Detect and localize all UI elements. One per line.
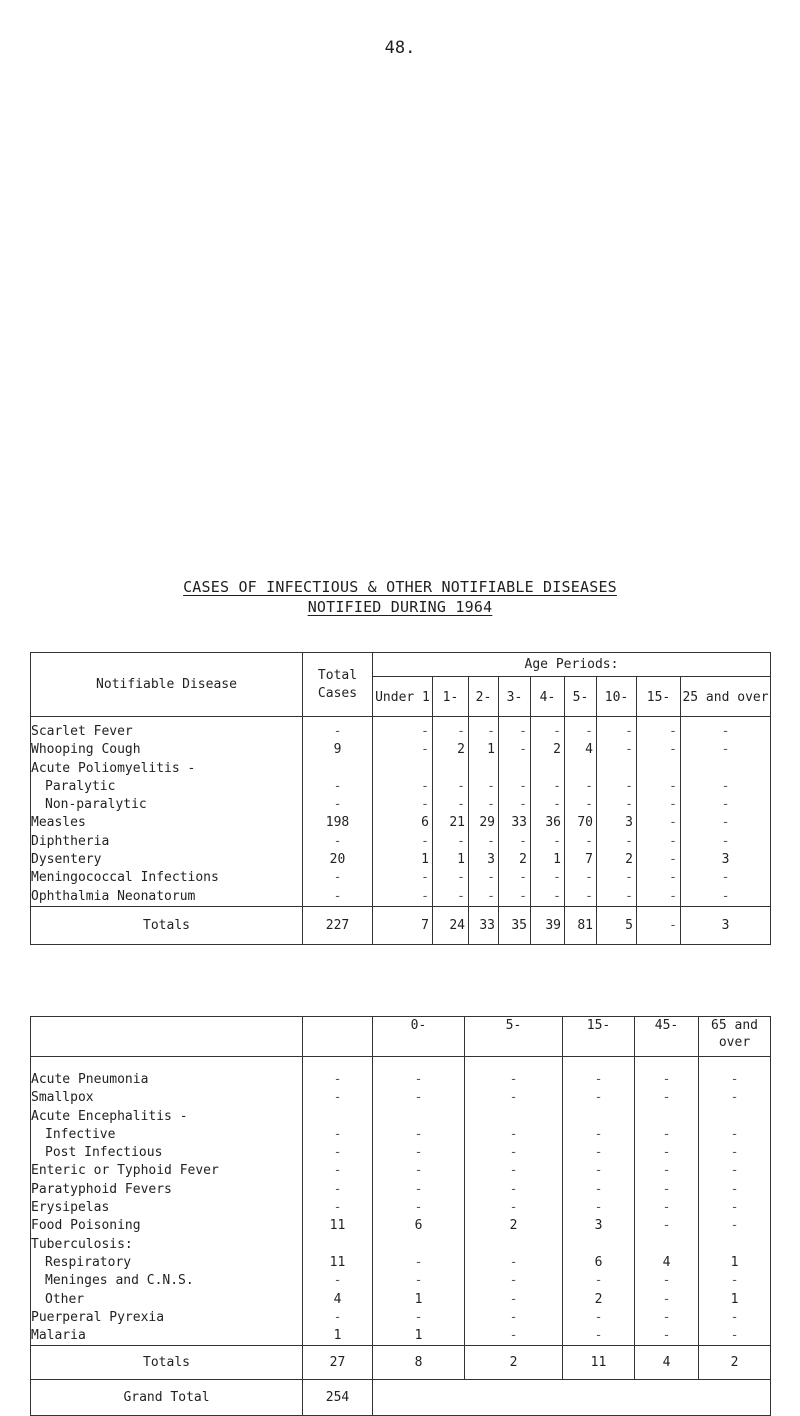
age-cell <box>373 1236 465 1254</box>
age-cell: 70 <box>565 814 597 832</box>
total-cell: - <box>303 796 373 814</box>
total-cell: - <box>303 778 373 796</box>
disease-label: Food Poisoning <box>31 1217 303 1235</box>
disease-label: Acute Encephalitis - <box>31 1108 303 1126</box>
totals-cell: 24 <box>433 906 469 944</box>
disease-label: Enteric or Typhoid Fever <box>31 1162 303 1180</box>
total-cell: 1 <box>303 1327 373 1346</box>
age-cell: 2 <box>531 741 565 759</box>
age-cell: - <box>681 741 771 759</box>
age-cell: - <box>699 1162 771 1180</box>
age-cell: - <box>637 741 681 759</box>
age-cell: - <box>373 1272 465 1290</box>
age-cell: - <box>469 796 499 814</box>
age-col-header: 0- <box>373 1017 465 1057</box>
age-cell <box>681 760 771 778</box>
disease-label: Acute Pneumonia <box>31 1057 303 1090</box>
table-row <box>31 1291 771 1309</box>
total-cell: - <box>303 1272 373 1290</box>
table-row <box>31 1144 771 1162</box>
age-col-header: 15- <box>637 677 681 717</box>
age-cell: - <box>469 717 499 742</box>
totals-total: 27 <box>303 1346 373 1380</box>
table-row <box>31 851 771 869</box>
table-row <box>31 1162 771 1180</box>
total-cell: - <box>303 717 373 742</box>
age-cell: - <box>499 717 531 742</box>
header-total-cases <box>303 653 373 717</box>
document-title <box>0 578 800 596</box>
blank-header <box>31 1017 303 1057</box>
age-cell: - <box>635 1057 699 1090</box>
total-cell: - <box>303 1089 373 1107</box>
disease-label: Meninges and C.N.S. <box>31 1272 303 1290</box>
age-cell <box>563 1108 635 1126</box>
age-cell: 2 <box>465 1217 563 1235</box>
age-cell: 36 <box>531 814 565 832</box>
grand-total-value: 254 <box>303 1380 373 1416</box>
age-cell: - <box>465 1272 563 1290</box>
total-cell: - <box>303 1199 373 1217</box>
header-notifiable-disease: Notifiable Disease <box>31 653 303 717</box>
table-row <box>31 1057 771 1090</box>
total-cell: - <box>303 888 373 907</box>
age-cell: - <box>373 1089 465 1107</box>
age-cell: - <box>681 869 771 887</box>
grand-total-label: Grand Total <box>31 1380 303 1416</box>
age-cell: - <box>373 833 433 851</box>
grand-total-blank <box>373 1380 771 1416</box>
other-diseases-table <box>30 1016 771 1416</box>
table-row <box>31 796 771 814</box>
age-cell: - <box>563 1144 635 1162</box>
disease-label: Infective <box>31 1126 303 1144</box>
document-title-line2: NOTIFIED DURING 1964 <box>307 598 493 616</box>
age-cell: - <box>637 851 681 869</box>
age-cell: - <box>469 869 499 887</box>
age-cell: 7 <box>565 851 597 869</box>
age-col-header: 65 and over <box>699 1017 771 1057</box>
total-cell: - <box>303 1162 373 1180</box>
disease-label: Respiratory <box>31 1254 303 1272</box>
age-cell: - <box>699 1144 771 1162</box>
header-age-periods: Age Periods: <box>373 653 771 677</box>
total-cell: - <box>303 1181 373 1199</box>
table-row <box>31 814 771 832</box>
disease-label: Paralytic <box>31 778 303 796</box>
page-number: 48. <box>384 38 416 58</box>
age-cell: 1 <box>469 741 499 759</box>
header-total-cases-text: Total Cases <box>317 667 358 701</box>
age-cell: - <box>465 1309 563 1327</box>
age-cell <box>699 1108 771 1126</box>
age-cell: - <box>597 888 637 907</box>
age-cell: - <box>373 778 433 796</box>
disease-label: Diphtheria <box>31 833 303 851</box>
age-cell <box>565 760 597 778</box>
age-cell: - <box>597 833 637 851</box>
table-row <box>31 1217 771 1235</box>
age-cell: - <box>597 741 637 759</box>
blank-header <box>303 1017 373 1057</box>
age-cell: - <box>681 833 771 851</box>
age-cell <box>499 760 531 778</box>
age-cell: - <box>637 869 681 887</box>
total-cell: 4 <box>303 1291 373 1309</box>
totals-cell: 39 <box>531 906 565 944</box>
age-cell: - <box>531 796 565 814</box>
age-cell: - <box>563 1057 635 1090</box>
age-cell: - <box>465 1291 563 1309</box>
age-cell: - <box>563 1272 635 1290</box>
age-cell: - <box>563 1309 635 1327</box>
age-cell: - <box>433 796 469 814</box>
age-cell: - <box>433 869 469 887</box>
age-cell: - <box>433 888 469 907</box>
age-cell: - <box>373 888 433 907</box>
disease-label: Post Infectious <box>31 1144 303 1162</box>
age-cell: 1 <box>699 1291 771 1309</box>
totals-cell: - <box>637 906 681 944</box>
age-cell: - <box>563 1126 635 1144</box>
age-cell: - <box>531 869 565 887</box>
age-cell: - <box>699 1089 771 1107</box>
age-cell: - <box>563 1327 635 1346</box>
age-cell: - <box>635 1126 699 1144</box>
disease-label: Paratyphoid Fevers <box>31 1181 303 1199</box>
age-cell <box>373 760 433 778</box>
age-cell: - <box>433 833 469 851</box>
age-cell: 2 <box>563 1291 635 1309</box>
table-row <box>31 778 771 796</box>
age-cell: - <box>565 888 597 907</box>
age-cell: - <box>499 796 531 814</box>
table-row <box>31 1108 771 1126</box>
age-cell: 3 <box>681 851 771 869</box>
age-cell: - <box>531 717 565 742</box>
total-cell: 20 <box>303 851 373 869</box>
age-col-header: 4- <box>531 677 565 717</box>
age-cell: - <box>563 1162 635 1180</box>
total-cell: - <box>303 1144 373 1162</box>
age-cell: - <box>531 833 565 851</box>
age-cell <box>465 1108 563 1126</box>
age-cell: - <box>699 1057 771 1090</box>
total-cell: - <box>303 869 373 887</box>
age-cell <box>597 760 637 778</box>
age-cell: - <box>465 1089 563 1107</box>
age-cell: - <box>563 1089 635 1107</box>
disease-label: Scarlet Fever <box>31 717 303 742</box>
age-cell: - <box>681 814 771 832</box>
total-cell: - <box>303 1057 373 1090</box>
age-cell: - <box>681 778 771 796</box>
age-cell: - <box>635 1327 699 1346</box>
age-cell: - <box>373 717 433 742</box>
age-cell: 2 <box>499 851 531 869</box>
age-cell: - <box>469 833 499 851</box>
age-cell: 1 <box>373 1291 465 1309</box>
age-cell <box>637 760 681 778</box>
age-cell: - <box>635 1217 699 1235</box>
age-cell <box>433 760 469 778</box>
disease-label: Ophthalmia Neonatorum <box>31 888 303 907</box>
table-row <box>31 888 771 907</box>
age-cell: - <box>699 1272 771 1290</box>
age-cell: - <box>635 1309 699 1327</box>
age-cell: - <box>469 888 499 907</box>
age-cell: 33 <box>499 814 531 832</box>
age-cell <box>531 760 565 778</box>
age-cell: - <box>499 869 531 887</box>
age-cell: - <box>373 796 433 814</box>
age-cell: 3 <box>563 1217 635 1235</box>
totals-cell: 2 <box>699 1346 771 1380</box>
total-cell: - <box>303 1309 373 1327</box>
age-cell: 6 <box>373 1217 465 1235</box>
age-cell: - <box>597 869 637 887</box>
table-row <box>31 1309 771 1327</box>
disease-label: Acute Poliomyelitis - <box>31 760 303 778</box>
age-col-header: 2- <box>469 677 499 717</box>
table-row <box>31 1254 771 1272</box>
age-cell: 4 <box>635 1254 699 1272</box>
age-cell: - <box>635 1181 699 1199</box>
age-cell: - <box>373 1181 465 1199</box>
age-cell: - <box>373 1144 465 1162</box>
age-cell: - <box>635 1272 699 1290</box>
totals-label: Totals <box>31 906 303 944</box>
age-cell: - <box>699 1217 771 1235</box>
total-cell <box>303 1236 373 1254</box>
total-cell: - <box>303 833 373 851</box>
age-cell: - <box>465 1057 563 1090</box>
age-cell: - <box>637 796 681 814</box>
age-cell: - <box>373 1254 465 1272</box>
age-cell: 1 <box>433 851 469 869</box>
age-cell: - <box>699 1181 771 1199</box>
age-cell: - <box>597 796 637 814</box>
age-cell <box>635 1108 699 1126</box>
age-cell: - <box>637 814 681 832</box>
age-cell: 1 <box>531 851 565 869</box>
age-cell: - <box>373 1126 465 1144</box>
age-cell: - <box>433 717 469 742</box>
disease-label: Erysipelas <box>31 1199 303 1217</box>
age-cell: - <box>699 1126 771 1144</box>
age-cell: - <box>699 1309 771 1327</box>
document-subtitle <box>0 598 800 616</box>
age-cell: - <box>681 796 771 814</box>
table-row <box>31 1126 771 1144</box>
age-col-header: 3- <box>499 677 531 717</box>
totals-cell: 3 <box>681 906 771 944</box>
totals-cell: 5 <box>597 906 637 944</box>
age-cell: - <box>373 1057 465 1090</box>
total-cell <box>303 1108 373 1126</box>
age-cell <box>465 1236 563 1254</box>
age-cell: - <box>465 1144 563 1162</box>
age-cell: - <box>637 888 681 907</box>
total-cell: 11 <box>303 1217 373 1235</box>
age-col-header: 5- <box>465 1017 563 1057</box>
disease-label: Puerperal Pyrexia <box>31 1309 303 1327</box>
total-cell: 11 <box>303 1254 373 1272</box>
table-row <box>31 1181 771 1199</box>
age-cell: - <box>563 1181 635 1199</box>
age-cell <box>469 760 499 778</box>
age-cell: - <box>465 1181 563 1199</box>
totals-cell: 4 <box>635 1346 699 1380</box>
age-cell: 29 <box>469 814 499 832</box>
totals-cell: 8 <box>373 1346 465 1380</box>
age-cell: - <box>499 833 531 851</box>
age-cell: - <box>499 888 531 907</box>
age-cell: 4 <box>565 741 597 759</box>
age-cell: 6 <box>373 814 433 832</box>
age-cell: - <box>635 1089 699 1107</box>
table-row <box>31 1199 771 1217</box>
disease-label: Malaria <box>31 1327 303 1346</box>
age-cell: - <box>565 833 597 851</box>
disease-label: Whooping Cough <box>31 741 303 759</box>
totals-cell: 81 <box>565 906 597 944</box>
age-cell: - <box>699 1199 771 1217</box>
age-cell: - <box>465 1254 563 1272</box>
age-cell: - <box>597 778 637 796</box>
age-cell: - <box>373 741 433 759</box>
age-cell: - <box>699 1327 771 1346</box>
age-cell: 3 <box>469 851 499 869</box>
disease-label: Other <box>31 1291 303 1309</box>
total-cell: 198 <box>303 814 373 832</box>
age-cell: 1 <box>373 851 433 869</box>
age-cell: 21 <box>433 814 469 832</box>
table-row <box>31 1327 771 1346</box>
table-row <box>31 833 771 851</box>
age-cell: - <box>635 1199 699 1217</box>
totals-cell: 11 <box>563 1346 635 1380</box>
age-cell: - <box>465 1327 563 1346</box>
age-cell: - <box>637 778 681 796</box>
total-cell: - <box>303 1126 373 1144</box>
document-title-line1: CASES OF INFECTIOUS & OTHER NOTIFIABLE DISEASES <box>183 578 617 596</box>
age-cell: - <box>433 778 469 796</box>
age-cell: - <box>531 888 565 907</box>
age-cell: - <box>565 796 597 814</box>
age-cell: 3 <box>597 814 637 832</box>
age-cell: - <box>637 833 681 851</box>
totals-cell: 35 <box>499 906 531 944</box>
totals-cell: 7 <box>373 906 433 944</box>
age-cell <box>373 1108 465 1126</box>
age-cell: 1 <box>373 1327 465 1346</box>
age-cell: - <box>635 1291 699 1309</box>
disease-label: Measles <box>31 814 303 832</box>
table-row <box>31 869 771 887</box>
age-cell: - <box>565 869 597 887</box>
totals-label: Totals <box>31 1346 303 1380</box>
total-cell <box>303 760 373 778</box>
age-col-header: 25 and over <box>681 677 771 717</box>
total-cell: 9 <box>303 741 373 759</box>
age-cell: - <box>565 717 597 742</box>
age-cell <box>635 1236 699 1254</box>
age-cell: - <box>635 1144 699 1162</box>
age-cell: - <box>681 888 771 907</box>
table-row <box>31 741 771 759</box>
table-row <box>31 760 771 778</box>
table-row <box>31 1236 771 1254</box>
age-col-header: 45- <box>635 1017 699 1057</box>
age-col-header: 5- <box>565 677 597 717</box>
disease-label: Tuberculosis: <box>31 1236 303 1254</box>
totals-total: 227 <box>303 906 373 944</box>
age-cell: - <box>373 1199 465 1217</box>
age-cell: - <box>635 1162 699 1180</box>
totals-cell: 2 <box>465 1346 563 1380</box>
age-cell: - <box>373 1162 465 1180</box>
age-cell: - <box>499 778 531 796</box>
age-cell: 2 <box>597 851 637 869</box>
age-cell: - <box>373 869 433 887</box>
notifiable-diseases-table <box>30 652 771 945</box>
disease-label: Non-paralytic <box>31 796 303 814</box>
table-row <box>31 717 771 742</box>
disease-label: Dysentery <box>31 851 303 869</box>
age-col-header: 10- <box>597 677 637 717</box>
age-cell: - <box>565 778 597 796</box>
age-cell: - <box>469 778 499 796</box>
age-cell: 1 <box>699 1254 771 1272</box>
age-cell: - <box>373 1309 465 1327</box>
totals-cell: 33 <box>469 906 499 944</box>
age-cell <box>563 1236 635 1254</box>
age-cell: - <box>465 1199 563 1217</box>
age-cell: 6 <box>563 1254 635 1272</box>
age-cell: - <box>563 1199 635 1217</box>
age-cell: - <box>499 741 531 759</box>
age-cell: - <box>637 717 681 742</box>
age-col-header: 1- <box>433 677 469 717</box>
age-cell: - <box>681 717 771 742</box>
age-cell <box>699 1236 771 1254</box>
disease-label: Smallpox <box>31 1089 303 1107</box>
age-col-header: Under 1 <box>373 677 433 717</box>
table-row <box>31 1272 771 1290</box>
table-row <box>31 1089 771 1107</box>
age-cell: - <box>465 1126 563 1144</box>
age-cell: 2 <box>433 741 469 759</box>
age-cell: - <box>597 717 637 742</box>
age-cell: - <box>531 778 565 796</box>
age-col-header: 15- <box>563 1017 635 1057</box>
age-cell: - <box>465 1162 563 1180</box>
disease-label: Meningococcal Infections <box>31 869 303 887</box>
